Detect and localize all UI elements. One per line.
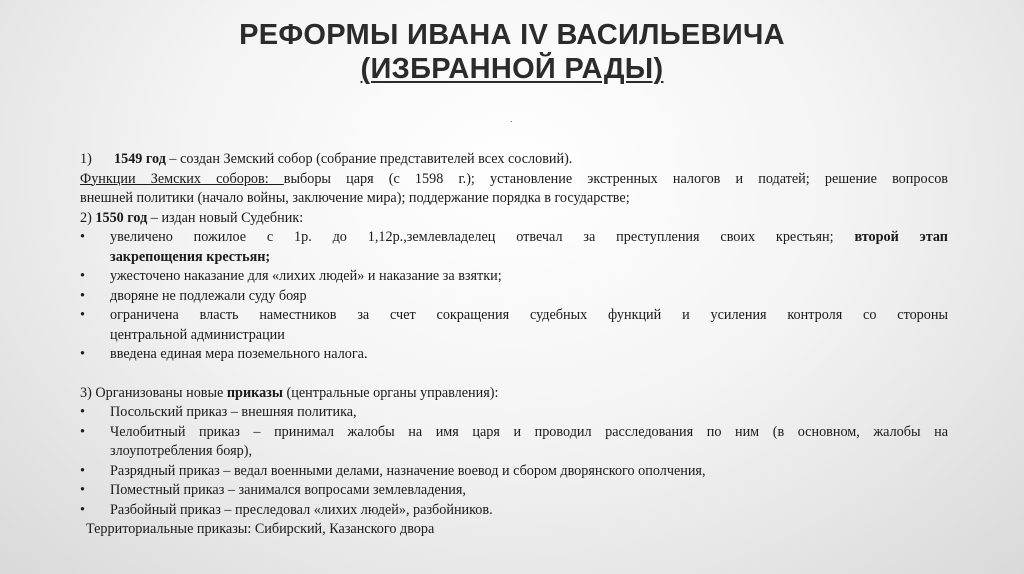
section-3-item-4 bbox=[80, 481, 948, 501]
section-3-heading bbox=[80, 384, 948, 404]
section-3-item-5 bbox=[80, 501, 948, 521]
section-2-item-2 bbox=[80, 267, 948, 287]
section-3-item-1-text: Посольский приказ – внешняя политика, bbox=[110, 404, 357, 420]
section-2-item-4-line-1: ограничена власть наместников за счет сокращения судебных функций и усиления контроля со стороны bbox=[110, 307, 948, 323]
section-3-intro-b: (центральные органы управления): bbox=[282, 384, 499, 401]
section-3-item-4-text: Поместный приказ – занимался вопросами землевладения, bbox=[110, 482, 466, 498]
spacer bbox=[80, 365, 948, 384]
section-2-item-1-line-1 bbox=[110, 228, 948, 248]
section-2-item-1-text: увеличено пожилое с 1р. до 1,12р.,землевладелец отвечал за преступления своих крестьян; bbox=[110, 229, 855, 245]
section-2-text: – издан новый Судебник: bbox=[147, 209, 304, 226]
section-2-item-1-bold-a: второй этап bbox=[854, 229, 948, 245]
section-2-number: 2) bbox=[80, 209, 96, 226]
title-line-1: РЕФОРМЫ ИВАНА IV ВАСИЛЬЕВИЧА bbox=[239, 19, 785, 51]
section-3-item-2-line-1: Челобитный приказ – принимал жалобы на имя царя и проводил расследования по ним (в основном, жалобы на bbox=[110, 423, 948, 440]
section-3-intro-a: 3) Организованы новые bbox=[80, 384, 227, 401]
title-line-2: (ИЗБРАННОЙ РАДЫ) bbox=[360, 53, 664, 85]
section-3-item-2-line-2: злоупотребления бояр), bbox=[110, 443, 253, 459]
section-2-item-5-text: введена единая мера поземельного налога. bbox=[110, 346, 368, 362]
bullet-icon: • bbox=[80, 482, 85, 498]
section-1-functions-text-a: выборы царя (с 1598 г.); установление экстренных налогов и податей; решение вопросов bbox=[283, 170, 949, 187]
section-2-item-3 bbox=[80, 287, 948, 307]
section-2-item-5 bbox=[80, 345, 948, 365]
bullet-icon: • bbox=[80, 423, 85, 440]
section-3-territorial: Территориальные приказы: Сибирский, Казанского двора bbox=[86, 521, 435, 537]
section-2-item-4 bbox=[80, 306, 948, 345]
section-2-item-1 bbox=[80, 228, 948, 267]
slide-body bbox=[80, 150, 948, 540]
section-3-item-3-text: Разрядный приказ – ведал военными делами, назначение воевод и сбором дворянского ополчения, bbox=[110, 462, 706, 479]
section-1-text: – создан Земский собор (собрание представителей всех сословий). bbox=[165, 151, 573, 167]
section-2-item-4-line-2: центральной администрации bbox=[110, 326, 285, 343]
bullet-icon: • bbox=[80, 268, 85, 284]
section-1-year: 1549 год bbox=[114, 151, 166, 167]
section-2-item-3-text: дворяне не подлежали суду бояр bbox=[110, 287, 307, 304]
bullet-icon: • bbox=[80, 229, 85, 245]
section-3-item-2 bbox=[80, 423, 948, 462]
section-2-item-2-text: ужесточено наказание для «лихих людей» и наказание за взятки; bbox=[110, 268, 502, 284]
bullet-icon: • bbox=[80, 404, 85, 420]
section-3-item-5-text: Разбойный приказ – преследовал «лихих людей», разбойников. bbox=[110, 501, 493, 518]
slide-title bbox=[0, 18, 1024, 86]
section-1-functions-label: Функции Земских соборов: bbox=[80, 170, 284, 187]
section-3-item-3 bbox=[80, 462, 948, 482]
bullet-icon: • bbox=[80, 462, 85, 479]
section-3-intro-bold: приказы bbox=[226, 384, 283, 401]
bullet-icon: • bbox=[80, 346, 85, 362]
bullet-icon: • bbox=[80, 501, 85, 518]
section-2-heading bbox=[80, 209, 948, 229]
section-2-item-1-bold-b: закрепощения крестьян; bbox=[110, 248, 271, 265]
section-1-functions-line-2: внешней политики (начало войны, заключение мира); поддержание порядка в государстве; bbox=[80, 190, 630, 206]
small-dot-mark: . bbox=[510, 114, 513, 124]
section-3-item-1 bbox=[80, 403, 948, 423]
bullet-icon: • bbox=[80, 287, 85, 304]
section-2-item-1-line-2 bbox=[110, 248, 948, 268]
bullet-icon: • bbox=[80, 307, 85, 323]
section-1-heading bbox=[80, 150, 948, 170]
section-1-functions-line-1 bbox=[80, 170, 948, 190]
section-1-number: 1) bbox=[80, 151, 92, 167]
section-2-year: 1550 год bbox=[95, 209, 148, 226]
